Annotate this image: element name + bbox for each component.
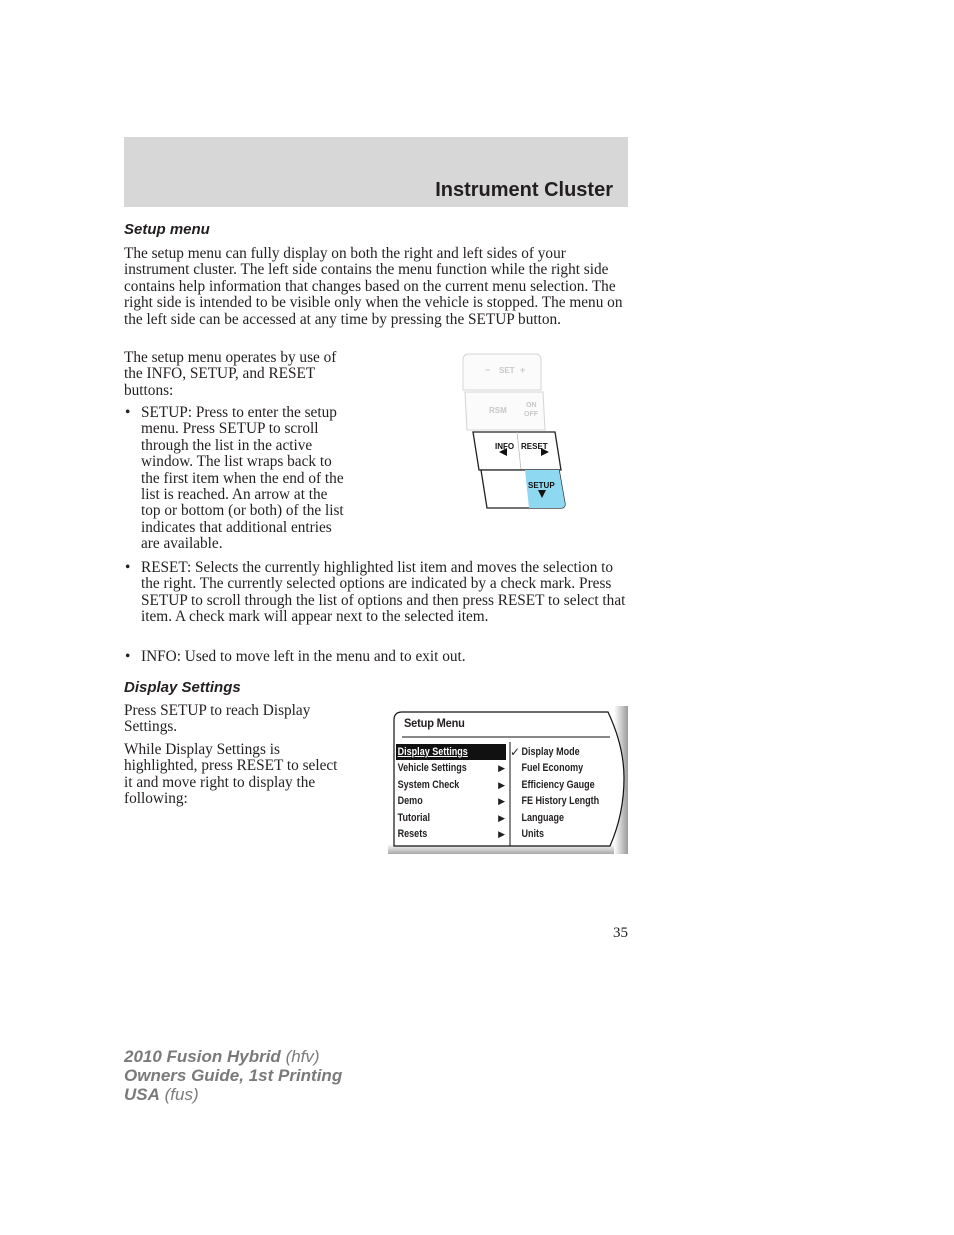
text-line: it and move right to display the [124,773,316,791]
set-minus-label: − [485,365,491,375]
menu-item-label: System Check [397,778,460,791]
submenu-item-efficiency-gauge [510,777,620,793]
text-line: window. The list wraps back to [141,453,332,471]
right-arrow-icon: ▶ [498,796,505,807]
text-line: the INFO, SETUP, and RESET [124,365,316,383]
text-line: menu. Press SETUP to scroll [141,420,319,438]
set-plus-label: + [520,365,526,375]
menu-item-tutorial [396,810,506,826]
right-arrow-icon: ▶ [498,763,505,774]
chapter-header-band [124,137,628,207]
display-settings-para2 [124,742,374,808]
set-label: SET [499,366,515,375]
document-footer [124,1047,342,1104]
footer-line [124,1066,342,1085]
display-settings-para1 [124,703,374,736]
footer-market-code: (fus) [164,1085,199,1104]
menu-item-label: Tutorial [397,811,431,824]
menu-item-label: Vehicle Settings [397,762,467,775]
steering-buttons-illustration [455,352,570,512]
text-line: Settings. [124,718,178,736]
submenu-item-label: Units [521,827,545,840]
submenu-item-label: Display Mode [521,746,580,758]
menu-item-label: Demo [397,795,423,808]
text-line: the first item when the end of the [141,469,344,487]
right-arrow-icon: ▶ [498,779,505,790]
menu-right-list [510,744,620,842]
reset-button-label: RESET [521,442,548,451]
off-label: OFF [524,411,538,418]
setup-menu-heading: Setup menu [124,221,210,238]
setup-menu-screen-illustration [388,706,628,854]
footer-market: USA [124,1085,160,1104]
text-line: While Display Settings is [124,741,280,758]
info-button-label: INFO [495,442,515,451]
bullet-info: • INFO: Used to move left in the menu and to exit out. [124,649,628,665]
menu-item-display-settings [396,744,506,760]
bullet-setup [124,405,401,553]
footer-guide: Owners Guide, 1st Printing [124,1066,343,1085]
menu-screen-title: Setup Menu [404,716,465,730]
on-label: ON [526,402,537,409]
text-line: are available. [141,535,223,553]
bullet-reset: • RESET: Selects the currently highlighted list item and moves the selection to the right. The currently selected options are indicated by a check mark. Press SETUP to scroll through the list of options and then press RESET to select that item. A check mark will appear next to the selected item. [124,560,628,626]
text-line: • SETUP: Press to enter the setup [141,404,337,421]
footer-model: 2010 Fusion Hybrid [124,1047,281,1066]
setup-menu-intro: The setup menu can fully display on both the right and left sides of your instrument cluster. The left side contains the menu function while the right side contains help information that changes based on the current menu selection. The right side is intended to be visible only when the vehicle is stopped. The menu on the left side can be accessed at any time by pressing the SETUP button. [124,245,623,328]
menu-item-system-check [396,777,506,793]
setup-operates-paragraph [124,350,384,399]
menu-item-demo [396,793,506,809]
submenu-item-label: Language [521,811,565,824]
display-settings-heading: Display Settings [124,679,241,696]
menu-item-vehicle-settings [396,760,506,776]
page-number: 35 [613,925,628,941]
submenu-item-label: Efficiency Gauge [521,778,595,791]
submenu-item-display-mode [510,744,620,760]
chapter-title: Instrument Cluster [435,179,613,201]
submenu-item-fuel-economy [510,760,620,776]
setup-button-label: SETUP [528,481,555,490]
text-line: Press SETUP to reach Display [124,702,311,719]
submenu-item-units [510,826,620,842]
submenu-item-label: FE History Length [521,795,600,808]
footer-line [124,1047,342,1066]
footer-model-code: (hfv) [285,1047,320,1066]
menu-item-resets [396,826,506,842]
text-line: following: [124,790,188,808]
menu-item-label: Resets [397,827,428,840]
submenu-item-label: Fuel Economy [521,762,584,775]
text-line: indicates that additional entries [141,518,332,536]
rsm-label: RSM [489,406,507,415]
submenu-item-language [510,810,620,826]
menu-item-label: Display Settings [397,746,468,758]
right-arrow-icon: ▶ [498,828,505,839]
submenu-item-fe-history-length [510,793,620,809]
text-line: list is reached. An arrow at the [141,486,328,504]
menu-left-list [396,744,506,842]
text-line: The setup menu operates by use of [124,349,337,366]
right-arrow-icon: ▶ [498,812,505,823]
text-line: through the list in the active [141,436,313,454]
check-icon: ✓ [510,745,521,759]
footer-line [124,1085,342,1104]
text-line: top or bottom (or both) of the list [141,502,344,520]
text-line: highlighted, press RESET to select [124,757,338,775]
text-line: buttons: [124,381,174,399]
